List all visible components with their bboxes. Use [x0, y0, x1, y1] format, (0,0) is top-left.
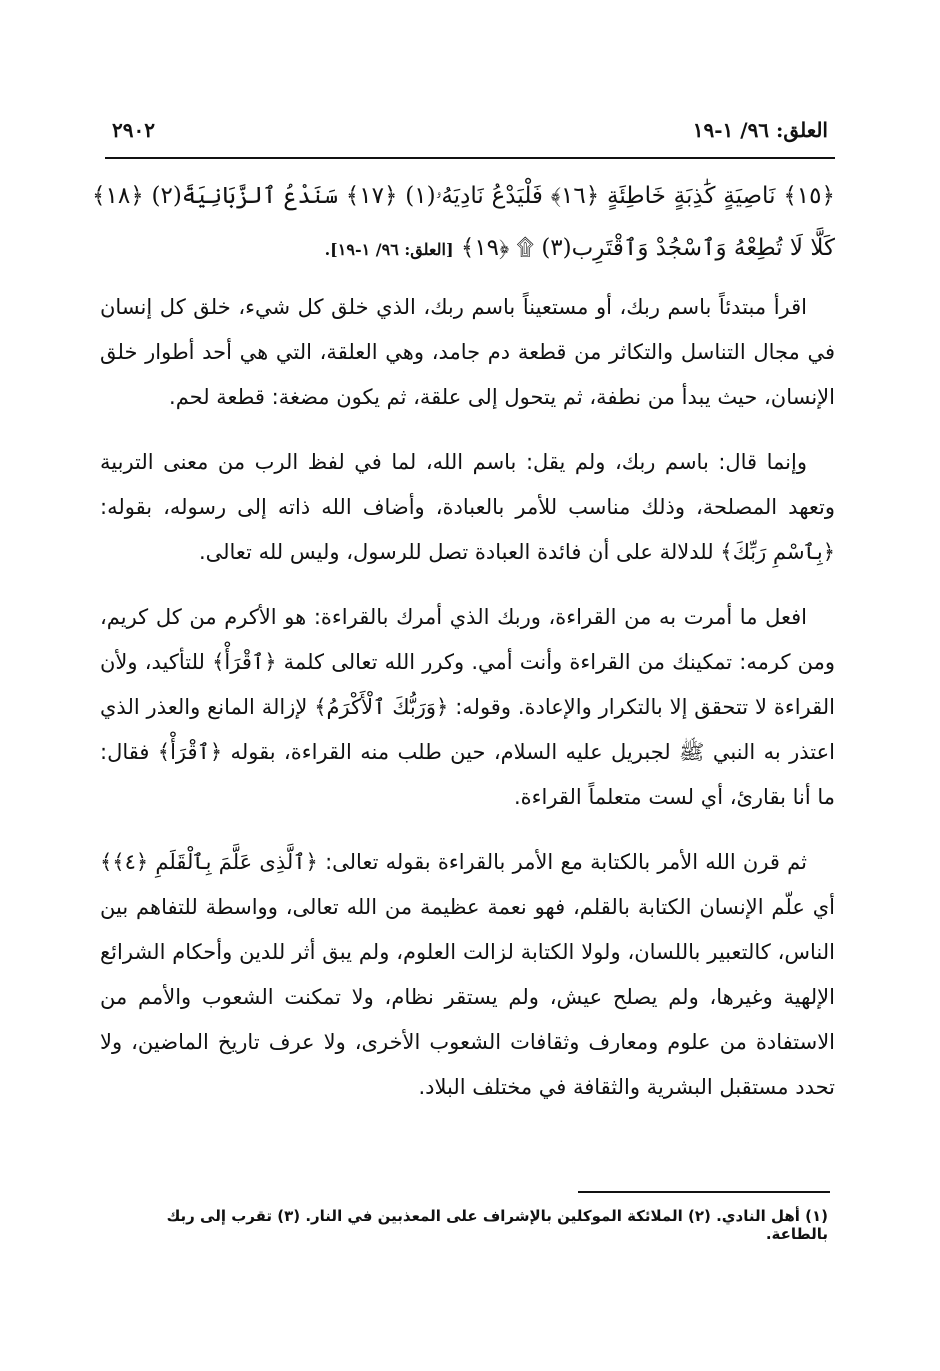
quran-verses — [92, 170, 835, 276]
paragraph: وإنما قال: باسم ربك، ولم يقل: باسم الله، لما في لفظ الرب من معنى التربية وتعهد المصلحة، وذلك مناسب للأمر بالعبادة، وأضاف الله ذاته إلى رسوله، بقوله: ﴿بِٱسْمِ رَبِّكَ﴾ للدلالة على أن فائدة العبادة تصل للرسول، وليس لله تعالى. — [100, 450, 835, 564]
page-number: ٢٩٠٢ — [112, 118, 155, 142]
commentary — [100, 285, 835, 1130]
running-header — [112, 118, 828, 148]
paragraph: ثم قرن الله الأمر بالكتابة مع الأمر بالقراءة بقوله تعالى: ﴿ٱلَّذِى عَلَّمَ بِٱلْقَلَمِ ﴿٤﴾﴾ أي علّم الإنسان الكتابة بالقلم، فهو نعمة عظيمة من الله تعالى، وواسطة للتفاهم بين الناس، كالتعبير باللسان، ولولا الكتابة لزالت العلوم، ولم يبق أثر للدين وأحكام الشرائع الإلهية وغيرها، ولم يصلح عيش، ولم يستقر نظام، ولا تمكنت الشعوب والأمم من الاستفادة من علوم ومعارف وثقافات الشعوب الأخرى، ولا عرف تاريخ الماضين، ولا تحدد مستقبل البشرية والثقافة في مختلف البلاد. — [100, 850, 835, 1099]
header-divider — [105, 157, 835, 159]
verse-text: ﴿١٥﴾ نَاصِيَةٍ كَٰذِبَةٍ خَاطِئَةٍ ﴿١٦﴾ فَلْيَدْعُ نَادِيَهُۥ(١) ﴿١٧﴾ سَنَدْعُ ٱلزَّبَانِيَةَ(٢) ﴿١٨﴾ كَلَّا لَا تُطِعْهُ وَٱسْجُدْ وَٱقْتَرِب(٣) ۩ ﴿١٩﴾ — [92, 183, 835, 261]
verse-reference: [العلق: ٩٦/ ١-١٩]. — [324, 240, 454, 259]
paragraph: افعل ما أمرت به من القراءة، وربك الذي أمرك بالقراءة: هو الأكرم من كل كريم، ومن كرمه: تمكينك من القراءة وأنت أمي. وكرر الله تعالى كلمة ﴿ٱقْرَأْ﴾ للتأكيد، ولأن القراءة لا تتحقق إلا بالتكرار والإعادة. وقوله: ﴿وَرَبُّكَ ٱلْأَكْرَمُ﴾ لإزالة المانع والعذر الذي اعتذر به النبي ﷺ لجبريل عليه السلام، حين طلب منه القراءة، بقوله ﴿ٱقْرَأْ﴾ فقال: ما أنا بقارئ، أي لست متعلماً القراءة. — [100, 605, 835, 809]
footnote-divider — [578, 1191, 830, 1193]
footnotes: (١) أهل النادي. (٢) الملائكة الموكلين بالإشراف على المعذبين في النار. (٣) تقرب إلى ربك بالطاعة. — [166, 1207, 828, 1243]
paragraph: اقرأ مبتدئاً باسم ربك، أو مستعيناً باسم ربك، الذي خلق كل شيء، خلق كل إنسان في مجال التناسل والتكاثر من قطعة دم جامد، وهي العلقة، التي هي أحد أطوار خلق الإنسان، حيث يبدأ من نطفة، ثم يتحول إلى علقة، ثم يكون مضغة: قطعة لحم. — [100, 295, 835, 409]
surah-reference: العلق: ٩٦/ ١-١٩ — [692, 118, 828, 142]
